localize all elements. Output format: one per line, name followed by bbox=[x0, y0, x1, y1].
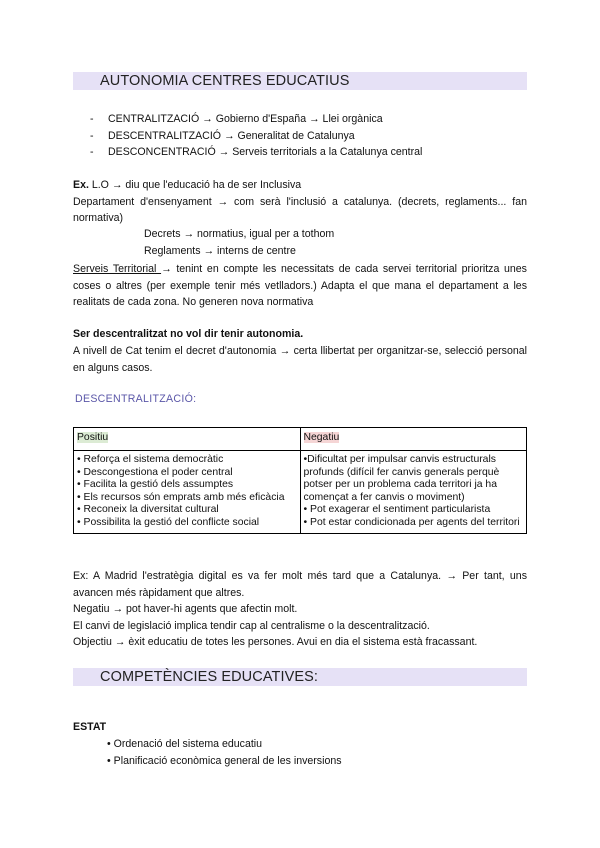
list-item: • Reforça el sistema democràtic bbox=[77, 454, 224, 465]
dash-marker: - bbox=[90, 113, 94, 125]
table-header-row bbox=[74, 428, 527, 451]
negative-header-cell bbox=[300, 428, 527, 451]
list-item: • Reconeix la diversitat cultural bbox=[77, 504, 219, 516]
regulation-types bbox=[144, 226, 334, 259]
note-line: Ex: A Madrid l'estratègia digital es va fer molt més tard que a Catalunya. → Per tant, uns avancen més ràpidament que altres. bbox=[73, 570, 527, 599]
estat-list bbox=[107, 736, 342, 769]
list-item: - CENTRALITZACIÓ → Gobierno d'España → Llei orgànica bbox=[90, 111, 422, 128]
list-item: • Els recursos són emprats amb més eficàcia bbox=[77, 491, 285, 503]
list-item: •Dificultat per impulsar canvis estructurals profunds (difícil fer canvis generals perquè potser per un problema cada territori ja ha començat a fer canvis o moviment) bbox=[303, 454, 500, 503]
list-item: • Pot exagerar el sentiment particularista bbox=[303, 504, 491, 516]
positive-list bbox=[74, 451, 301, 534]
department-line: Departament d'ensenyament → com serà l'inclusió a catalunya. (decrets, reglaments... fan normativa) bbox=[73, 195, 527, 224]
table-row bbox=[74, 451, 527, 534]
example-line bbox=[73, 177, 527, 194]
section-title-autonomia: AUTONOMIA CENTRES EDUCATIUS bbox=[73, 72, 527, 90]
list-item: • Descongestiona el poder central bbox=[77, 466, 233, 478]
list-item: • Possibilita la gestió del conflicte social bbox=[77, 516, 260, 528]
note-line: Objectiu → èxit educatiu de totes les persones. Avui en dia el sistema està fracassant. bbox=[73, 636, 478, 648]
note-line: Negatiu → pot haver-hi agents que afectin molt. bbox=[73, 603, 298, 615]
list-item: • Ordenació del sistema educatiu bbox=[107, 738, 263, 750]
negative-list bbox=[300, 451, 527, 534]
example-text: L.O → diu que l'educació ha de ser Inclusiva bbox=[88, 179, 302, 191]
descentralitzat-statement: Ser descentralitzat no vol dir tenir autonomia. bbox=[73, 328, 304, 340]
serveis-paragraph bbox=[73, 261, 527, 311]
dash-marker: - bbox=[90, 129, 94, 142]
list-item: • Planificació econòmica general de les inversions bbox=[107, 754, 342, 767]
list-item: - DESCONCENTRACIÓ → Serveis territorials a la Catalunya central bbox=[90, 144, 422, 161]
list-item: - DESCENTRALITZACIÓ → Generalitat de Catalunya bbox=[90, 128, 422, 145]
serveis-label: Serveis Territorial bbox=[73, 263, 162, 275]
dash-marker: - bbox=[90, 146, 94, 158]
negative-header: Negatiu bbox=[303, 432, 340, 443]
reglaments-line: Reglaments → interns de centre bbox=[144, 244, 296, 257]
descentralitzacio-heading: DESCENTRALITZACIÓ: bbox=[75, 393, 197, 405]
notes-paragraphs bbox=[73, 568, 527, 651]
example-label: Ex. bbox=[73, 179, 89, 191]
decrets-line: Decrets → normatius, igual per a tothom bbox=[144, 228, 335, 240]
positive-header: Positiu bbox=[77, 432, 109, 443]
positive-header-cell bbox=[74, 428, 301, 451]
list-item: • Facilita la gestió dels assumptes bbox=[77, 479, 234, 491]
list-item: • Pot estar condicionada per agents del territori bbox=[303, 516, 520, 528]
note-line: El canvi de legislació implica tendir cap al centralisme o la descentralització. bbox=[73, 619, 430, 632]
example-paragraph bbox=[73, 177, 527, 227]
levels-list bbox=[90, 111, 422, 161]
serveis-text: → tenint en compte les necessitats de cada servei territorial prioritza unes coses o altres (per exemple tenir més vetlladors.) Adapta el que mana el departament a les realitats de cada zona. No generen nova normativa bbox=[73, 263, 527, 308]
section-title-competencies: COMPETÈNCIES EDUCATIVES: bbox=[73, 668, 527, 686]
catalunya-paragraph: A nivell de Cat tenim el decret d'autonomia → certa llibertat per organitzar-se, selecció personal en alguns casos. bbox=[73, 345, 527, 374]
estat-heading: ESTAT bbox=[73, 721, 107, 733]
pros-cons-table bbox=[73, 427, 527, 534]
